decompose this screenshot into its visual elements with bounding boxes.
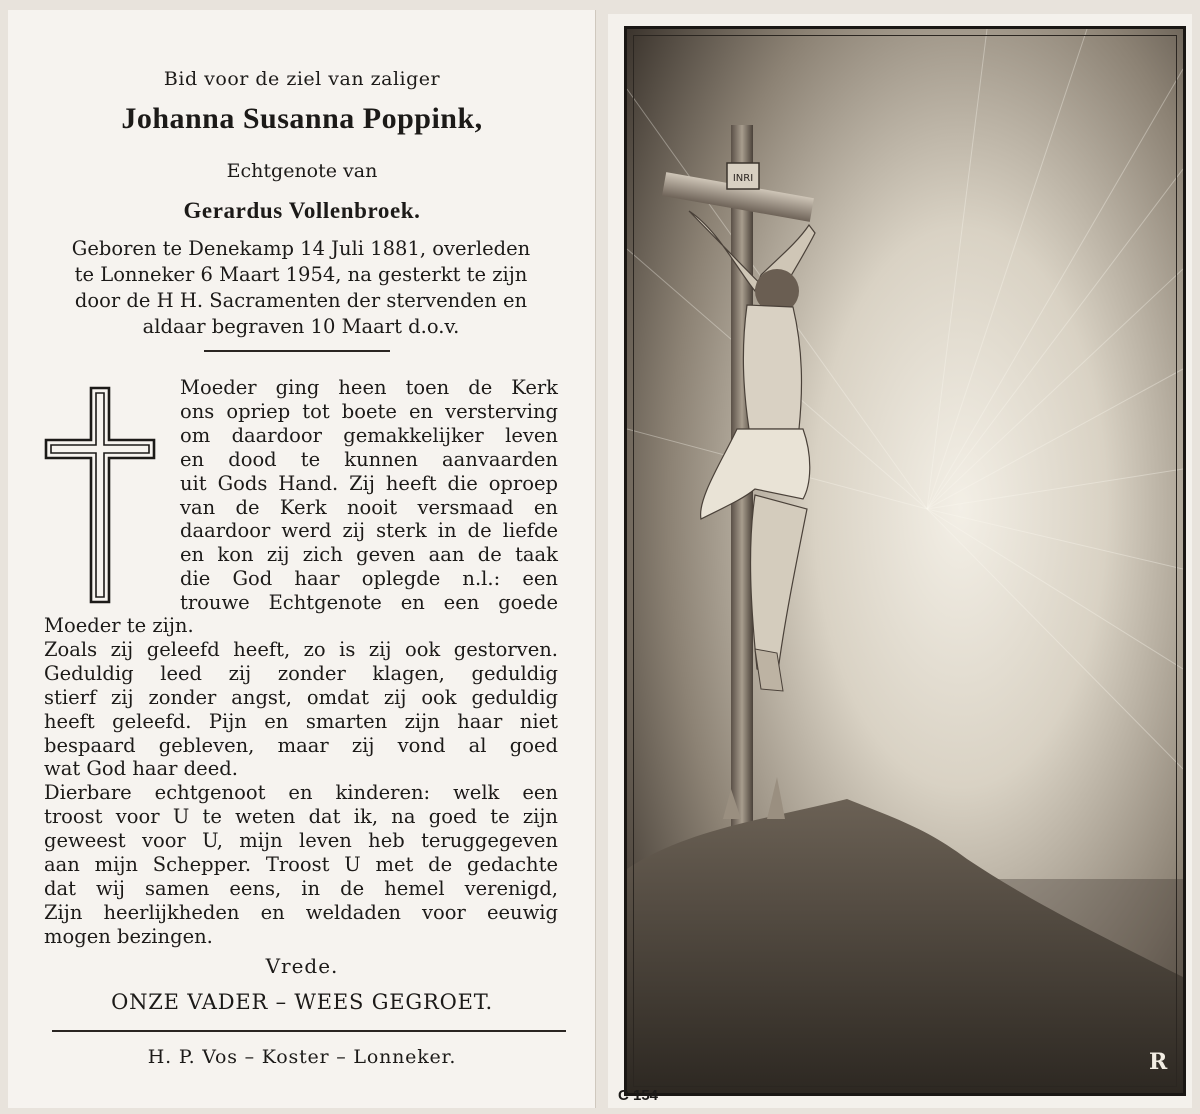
bio-line: aldaar begraven 10 Maart d.o.v. — [142, 315, 460, 338]
invocation: Bid voor de ziel van zaliger — [163, 68, 441, 90]
bio-line: Geboren te Denekamp 14 Juli 1881, overleden — [71, 237, 531, 260]
deceased-name: Johanna Susanna Poppink, — [121, 102, 483, 135]
cross-icon — [44, 386, 156, 604]
text-line: heeft geleefd. Pijn en smarten zijn haar niet — [44, 709, 558, 733]
bio-line: door de H H. Sacramenten der stervenden en — [74, 289, 528, 312]
text-full-width — [44, 614, 558, 949]
prayer-line: ONZE VADER – WEES GEGROET. — [111, 990, 493, 1014]
image-frame — [624, 26, 1186, 1096]
printer-credit: H. P. Vos – Koster – Lonneker. — [147, 1046, 457, 1068]
text-line: bespaard gebleven, maar zij vond al goed — [44, 733, 558, 757]
text-line: dat wij samen eens, in de hemel verenigd, — [44, 876, 558, 900]
text-line: en kon zij zich geven aan de taak — [180, 543, 558, 567]
divider-short — [204, 350, 390, 352]
text-line: Moeder te zijn. — [44, 614, 194, 637]
text-line: trouwe Echtgenote en een goede — [180, 591, 558, 615]
text-beside-cross — [180, 376, 558, 615]
artist-monogram: R — [1149, 1049, 1168, 1075]
text-line: Moeder ging heen toen de Kerk — [180, 376, 558, 399]
text-line: daardoor werd zij sterk in de liefde — [180, 519, 558, 543]
text-line: stierf zij zonder angst, omdat zij ook geduldig — [44, 685, 558, 709]
devotional-image-card — [608, 14, 1192, 1108]
text-line: Geduldig leed zij zonder klagen, geduldig — [44, 661, 558, 685]
spouse-name: Gerardus Vollenbroek. — [183, 198, 421, 223]
biography — [36, 236, 566, 340]
closing-word: Vrede. — [265, 954, 339, 978]
text-line: van de Kerk nooit versmaad en — [180, 495, 558, 519]
spouse-label: Echtgenote van — [226, 160, 378, 182]
text-line: uit Gods Hand. Zij heeft die oproep — [180, 471, 558, 495]
inri-text: INRI — [732, 173, 754, 184]
text-line: wat God haar deed. — [44, 757, 238, 781]
text-line: Dierbare echtgenoot en kinderen: welk een — [44, 781, 558, 805]
text-line: Zoals zij geleefd heeft, zo is zij ook gestorven. — [44, 637, 558, 661]
text-line: geweest voor U, mijn leven heb teruggegeven — [44, 829, 558, 853]
text-line: Zijn heerlijkheden en weldaden voor eeuwig — [44, 900, 558, 924]
text-line: ons opriep tot boete en versterving — [180, 399, 558, 423]
text-line: aan mijn Schepper. Troost U met de gedachte — [44, 853, 558, 877]
divider-long — [52, 1030, 566, 1032]
frame-inner-border — [633, 35, 1177, 1087]
text-line: die God haar oplegde n.l.: een — [180, 567, 558, 591]
bio-line: te Lonneker 6 Maart 1954, na gesterkt te zijn — [74, 263, 528, 286]
memorial-text-card — [8, 10, 596, 1108]
text-line: troost voor U te weten dat ik, na goed te zijn — [44, 805, 558, 829]
print-code: C 154 — [618, 1087, 659, 1104]
text-line: om daardoor gemakkelijker leven — [180, 423, 558, 447]
text-line: mogen bezingen. — [44, 924, 213, 948]
text-line: en dood te kunnen aanvaarden — [180, 447, 558, 471]
